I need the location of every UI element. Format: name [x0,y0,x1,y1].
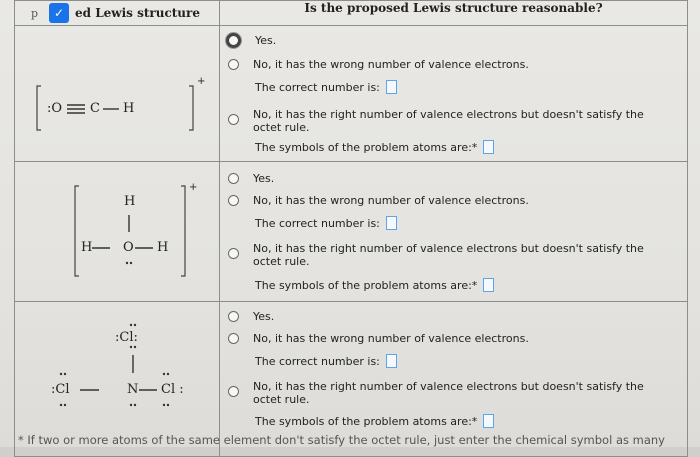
option-yes[interactable]: Yes. [228,34,276,48]
option-yes[interactable]: Yes. [228,172,274,185]
radio-button[interactable] [228,386,239,397]
radio-button[interactable] [228,114,239,125]
problem-atoms-row: The symbols of the problem atoms are:* [255,140,494,154]
problem-atoms-input[interactable] [483,140,494,154]
footnote: * If two or more atoms of the same element don't satisfy the octet rule, just enter the chemical symbol as many [18,433,665,447]
table-row [15,162,688,302]
problem-atoms-row: The symbols of the problem atoms are:* [255,414,494,428]
options-cell [220,26,688,162]
problem-atoms-input[interactable] [483,414,494,428]
radio-button-selected[interactable] [226,33,241,48]
charge-plus: + [189,182,198,193]
option-yes[interactable]: Yes. [228,310,274,323]
atom-cl-left: :Cl [51,382,70,397]
radio-button[interactable] [228,173,239,184]
atom-h: H [123,101,135,116]
lewis-structure-1 [15,26,219,157]
column-prefix: p [31,6,39,20]
atom-o: O [123,240,134,255]
structure-cell [15,162,220,302]
column-header-reasonable: Is the proposed Lewis structure reasonable? [220,1,688,26]
radio-button[interactable] [228,333,239,344]
problem-atoms-input[interactable] [483,278,494,292]
structure-cell [15,26,220,162]
option-octet[interactable]: No, it has the right number of valence electrons but doesn't satisfy the octet rule. [228,108,653,134]
column-header-structure [15,1,220,26]
charge-plus: + [197,76,206,87]
correct-number-row: The correct number is: [255,354,397,368]
options-cell [220,162,688,302]
atom-h-left: H [81,240,93,255]
column-title-structure: ed Lewis structure [75,6,200,20]
option-octet[interactable]: No, it has the right number of valence electrons but doesn't satisfy the octet rule. [228,380,653,406]
table-row [15,26,688,162]
option-octet[interactable]: No, it has the right number of valence electrons but doesn't satisfy the octet rule. [228,242,653,268]
radio-button[interactable] [228,59,239,70]
correct-number-row: The correct number is: [255,216,397,230]
atom-n: N [127,382,139,397]
correct-number-input[interactable] [386,80,397,94]
lewis-structure-table [14,0,688,457]
radio-button[interactable] [228,195,239,206]
option-wrong-count[interactable]: No, it has the wrong number of valence electrons. [228,58,529,71]
atom-cl-top: :Cl: [115,330,138,345]
radio-button[interactable] [228,311,239,322]
option-wrong-count[interactable]: No, it has the wrong number of valence electrons. [228,194,529,207]
atom-cl-right: Cl : [161,382,184,397]
correct-number-row: The correct number is: [255,80,397,94]
radio-button[interactable] [228,248,239,259]
atom-h-top: H [124,194,136,209]
correct-number-input[interactable] [386,354,397,368]
option-wrong-count[interactable]: No, it has the wrong number of valence electrons. [228,332,529,345]
chevron-down-icon[interactable]: ✓ [49,3,69,23]
problem-atoms-row: The symbols of the problem atoms are:* [255,278,494,292]
correct-number-input[interactable] [386,216,397,230]
atom-c: C [90,101,100,116]
lewis-structure-3 [15,302,219,452]
atom-h-right: H [157,240,169,255]
atom-o-with-lone-pair: :O [47,101,63,116]
